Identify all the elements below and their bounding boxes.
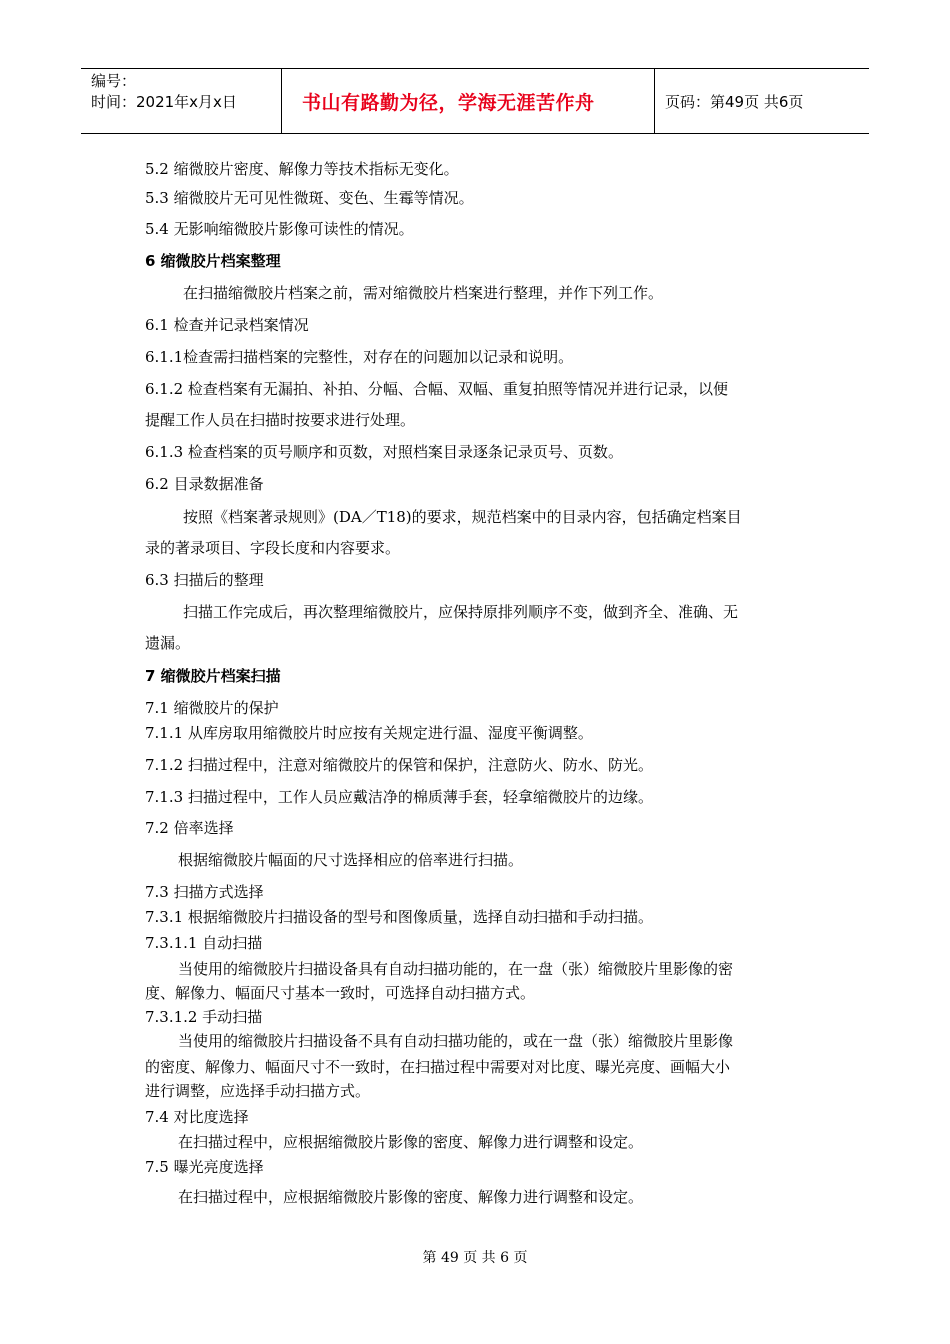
body-line: 的密度、解像力、幅面尺寸不一致时，在扫描过程中需要对对比度、曝光亮度、画幅大小 [145, 1058, 731, 1076]
page-footer: 第 49 页 共 6 页 [422, 1250, 528, 1266]
body-line: 根据缩微胶片幅面的尺寸选择相应的倍率进行扫描。 [178, 851, 524, 869]
body-line: 7.5 曝光亮度选择 [145, 1158, 264, 1176]
body-line: 5.2 缩微胶片密度、解像力等技术指标无变化。 [145, 160, 459, 178]
body-line: 在扫描过程中，应根据缩微胶片影像的密度、解像力进行调整和设定。 [178, 1188, 644, 1206]
body-line: 遗漏。 [145, 634, 191, 652]
body-line: 7.3.1.2 手动扫描 [145, 1008, 263, 1026]
body-line: 度、解像力、幅面尺寸基本一致时，可选择自动扫描方式。 [145, 984, 536, 1002]
body-line: 7.1.2 扫描过程中，注意对缩微胶片的保管和保护，注意防火、防水、防光。 [145, 756, 653, 774]
body-line: 提醒工作人员在扫描时按要求进行处理。 [145, 411, 416, 429]
body-line: 7.3.1 根据缩微胶片扫描设备的型号和图像质量，选择自动扫描和手动扫描。 [145, 908, 653, 926]
page-header [81, 68, 869, 134]
body-line: 7.3.1.1 自动扫描 [145, 934, 263, 952]
body-line: 7.2 倍率选择 [145, 819, 234, 837]
header-meta [81, 69, 282, 133]
body-line: 7.1.3 扫描过程中，工作人员应戴洁净的棉质薄手套，轻拿缩微胶片的边缘。 [145, 788, 653, 806]
body-line: 扫描工作完成后，再次整理缩微胶片，应保持原排列顺序不变，做到齐全、准确、无 [183, 603, 739, 621]
section-heading: 7 缩微胶片档案扫描 [145, 667, 281, 685]
body-line: 7.4 对比度选择 [145, 1108, 249, 1126]
body-line: 7.3 扫描方式选择 [145, 883, 264, 901]
body-line: 6.1 检查并记录档案情况 [145, 316, 309, 334]
body-line: 在扫描缩微胶片档案之前，需对缩微胶片档案进行整理，并作下列工作。 [183, 284, 664, 302]
body-line: 6.1.3 检查档案的页号顺序和页数，对照档案目录逐条记录页号、页数。 [145, 443, 623, 461]
body-line: 在扫描过程中，应根据缩微胶片影像的密度、解像力进行调整和设定。 [178, 1133, 644, 1151]
header-motto: 书山有路勤为径，学海无涯苦作舟 [282, 69, 655, 133]
body-line: 按照《档案著录规则》(DA／T18)的要求，规范档案中的目录内容，包括确定档案目 [183, 508, 742, 526]
body-line: 录的著录项目、字段长度和内容要求。 [145, 539, 401, 557]
body-line: 6.3 扫描后的整理 [145, 571, 264, 589]
section-heading: 6 缩微胶片档案整理 [145, 252, 281, 270]
body-line: 当使用的缩微胶片扫描设备不具有自动扫描功能的，或在一盘（张）缩微胶片里影像 [178, 1032, 734, 1050]
header-date: 时间：2021年x月x日 [91, 93, 237, 111]
header-page-info: 页码：第49页 共6页 [665, 92, 804, 111]
header-number: 编号： [91, 72, 137, 90]
body-line: 6.1.2 检查档案有无漏拍、补拍、分幅、合幅、双幅、重复拍照等情况并进行记录，以便 [145, 380, 728, 398]
body-line: 6.2 目录数据准备 [145, 475, 264, 493]
body-line: 7.1.1 从库房取用缩微胶片时应按有关规定进行温、湿度平衡调整。 [145, 724, 593, 742]
body-line: 进行调整，应选择手动扫描方式。 [145, 1082, 371, 1100]
body-line: 5.3 缩微胶片无可见性微斑、变色、生霉等情况。 [145, 189, 474, 207]
body-line: 5.4 无影响缩微胶片影像可读性的情况。 [145, 220, 414, 238]
body-line: 6.1.1检查需扫描档案的完整性，对存在的问题加以记录和说明。 [145, 348, 574, 366]
body-line: 当使用的缩微胶片扫描设备具有自动扫描功能的，在一盘（张）缩微胶片里影像的密 [178, 960, 734, 978]
body-line: 7.1 缩微胶片的保护 [145, 699, 279, 717]
